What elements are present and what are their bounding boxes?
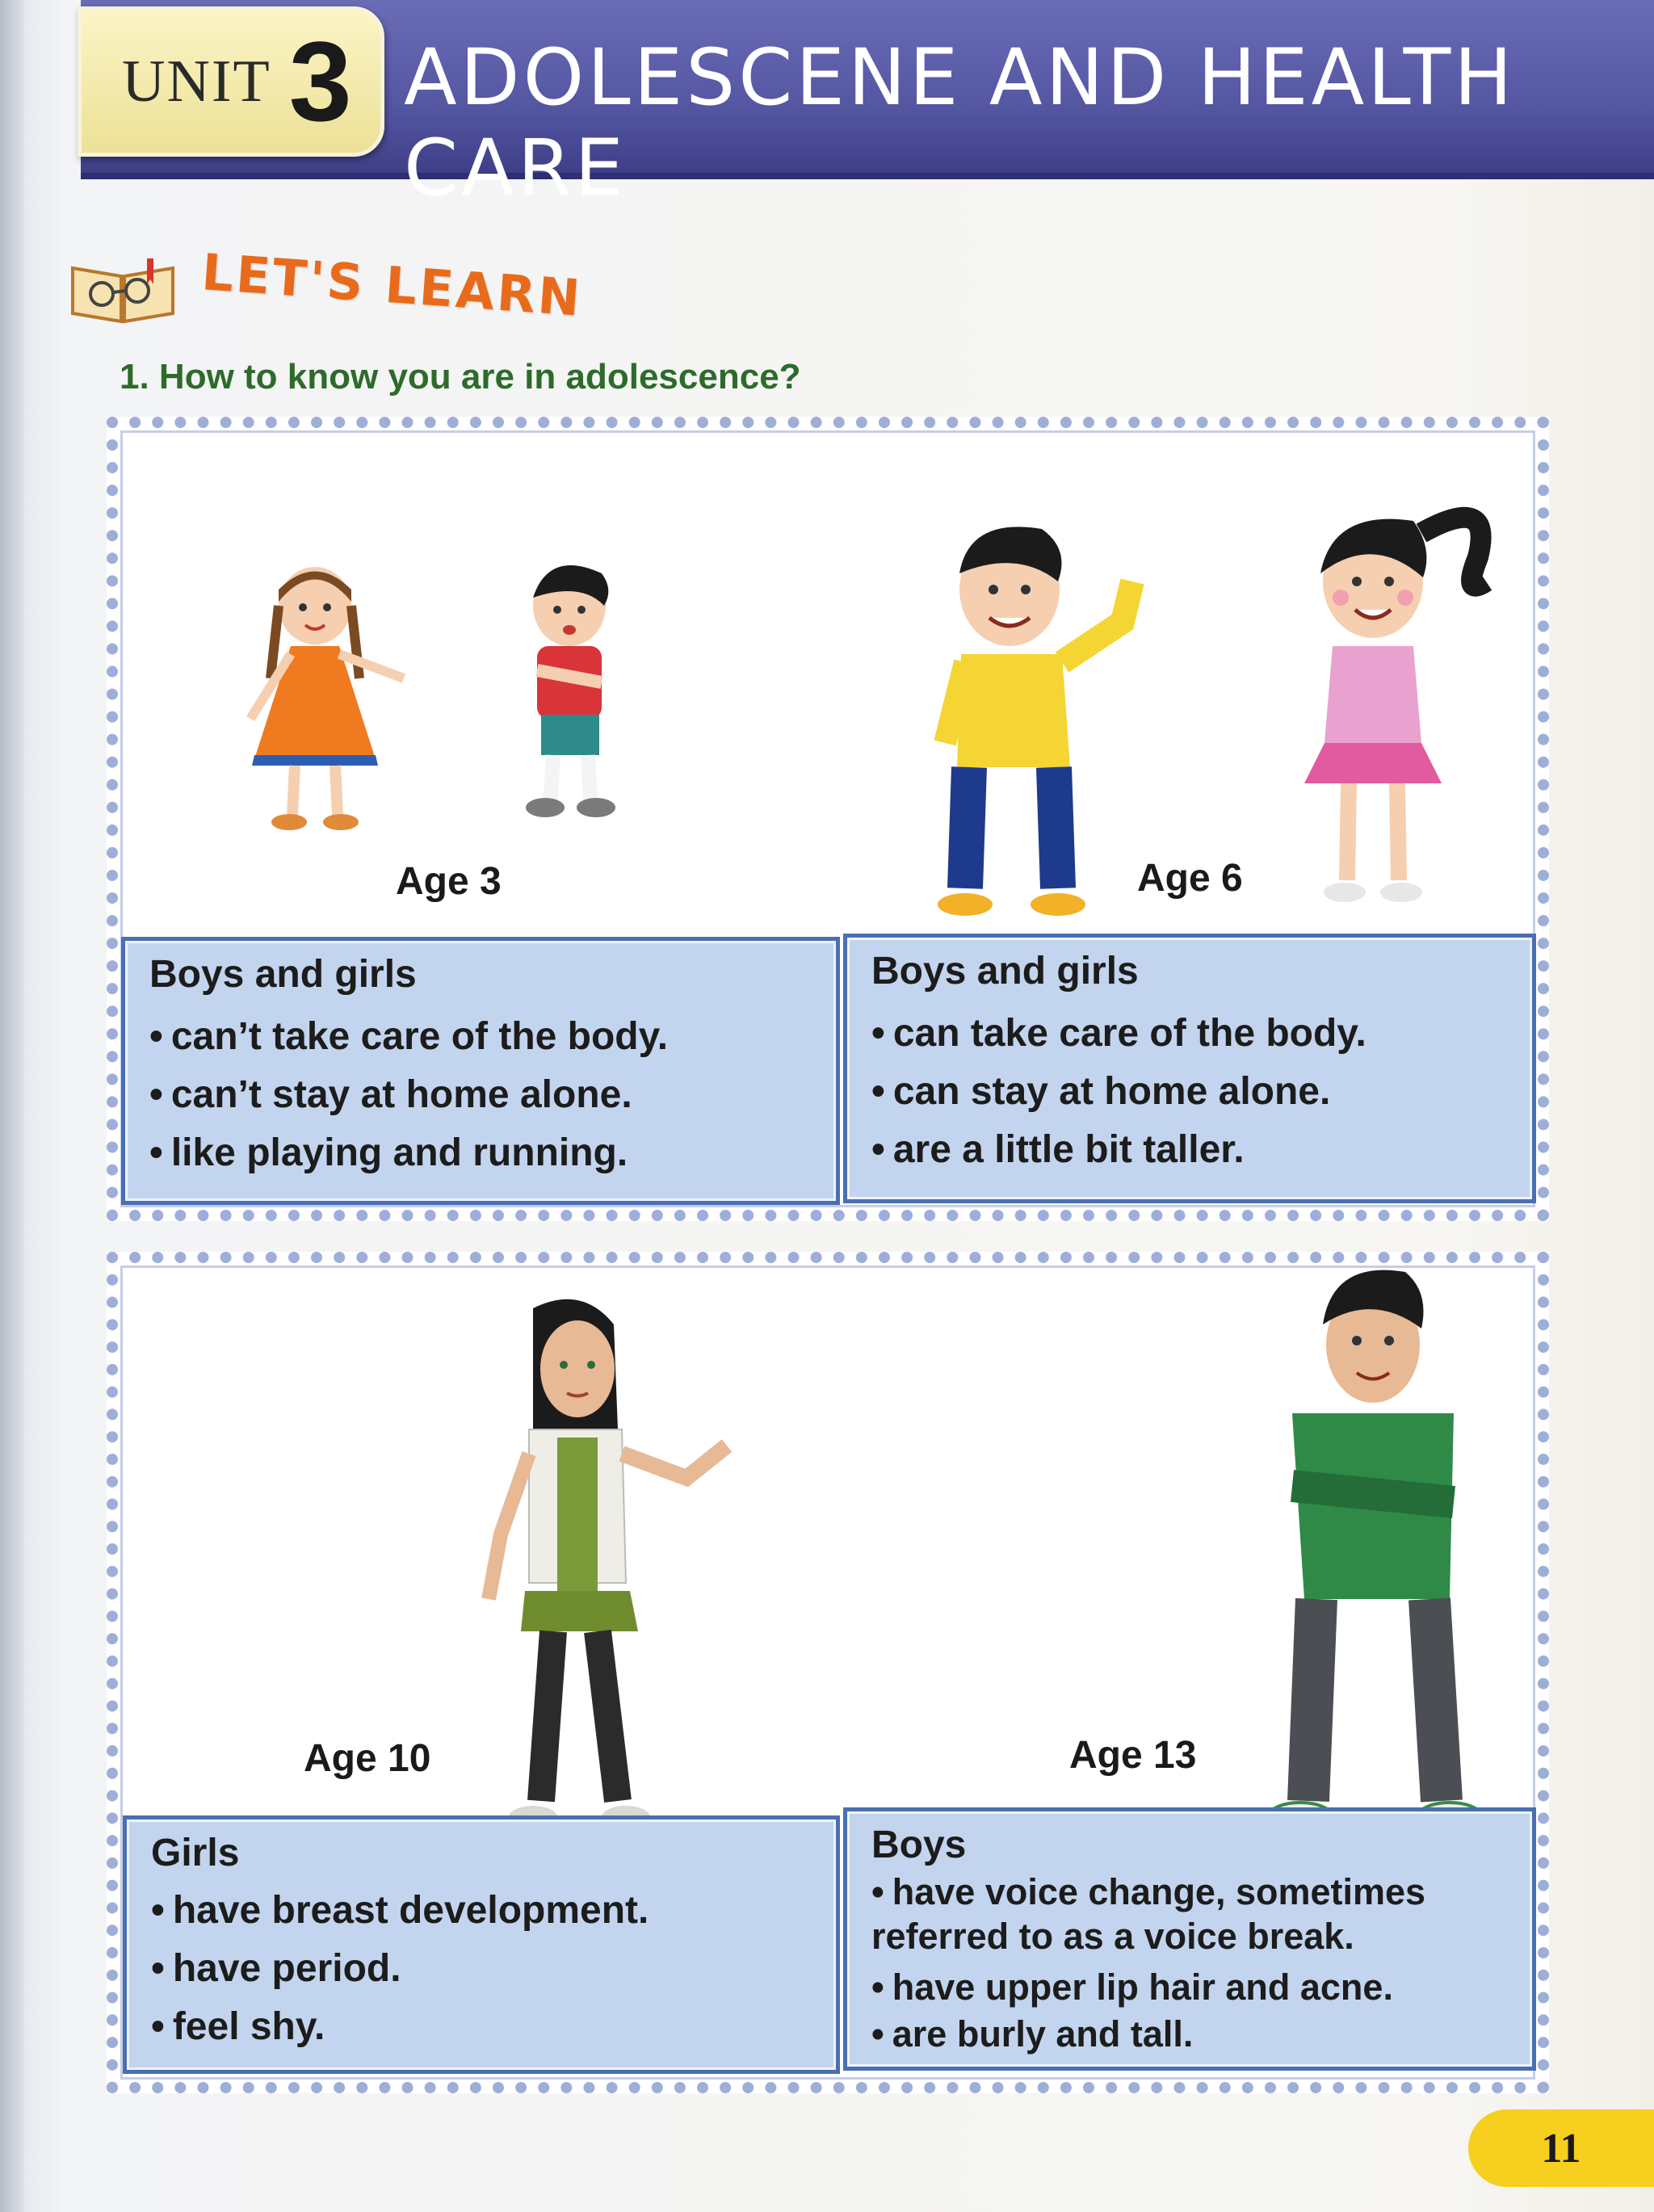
boy-age-13-illustration [1244, 1252, 1510, 1849]
list-item: • like playing and running. [149, 1131, 628, 1174]
book-glasses-icon [66, 252, 179, 325]
list-item: • have voice change, sometimes referred to as a voice break. [871, 1871, 1426, 1957]
book-spine [0, 0, 24, 2212]
list-item: • can take care of the body. [871, 1012, 1366, 1055]
info-heading: Boys and girls [149, 953, 417, 996]
info-heading: Girls [151, 1832, 240, 1874]
list-item: • can’t stay at home alone. [149, 1073, 632, 1116]
list-item: • can stay at home alone. [871, 1070, 1331, 1113]
list-item: • can’t take care of the body. [149, 1015, 669, 1058]
list-item: • have period. [151, 1947, 401, 1990]
info-heading: Boys and girls [871, 950, 1139, 993]
boy-age-3-illustration [501, 549, 638, 832]
girl-age-6-illustration [1284, 485, 1510, 921]
info-box-age-3 [121, 937, 840, 1205]
girl-age-10-illustration [476, 1292, 743, 1849]
age-label: Age 13 [1069, 1734, 1197, 1777]
question-heading: 1. How to know you are in adolescence? [120, 357, 801, 397]
list-item: • feel shy. [151, 2005, 325, 2048]
unit-title: ADOLESCENE AND HEALTH CARE [404, 32, 1516, 213]
list-item: • have upper lip hair and acne. [871, 1966, 1393, 2008]
boy-age-6-illustration [921, 501, 1147, 921]
age-label: Age 3 [396, 860, 502, 903]
age-label: Age 6 [1137, 857, 1243, 900]
unit-number: 3 [288, 18, 352, 145]
info-box-age-6 [843, 934, 1536, 1203]
list-item: • are burly and tall. [871, 2013, 1194, 2055]
age-label: Age 10 [304, 1737, 431, 1780]
list-item: • are a little bit taller. [871, 1128, 1245, 1171]
page-number: 11 [1468, 2109, 1654, 2187]
girl-age-3-illustration [234, 557, 444, 840]
info-box-age-10 [123, 1815, 840, 2074]
info-heading: Boys [871, 1824, 967, 1866]
section-title: LET'S LEARN [199, 242, 585, 328]
unit-tab [78, 6, 384, 157]
unit-word: UNIT [122, 48, 271, 115]
info-box-age-13 [843, 1807, 1536, 2071]
list-item: • have breast development. [151, 1889, 649, 1932]
